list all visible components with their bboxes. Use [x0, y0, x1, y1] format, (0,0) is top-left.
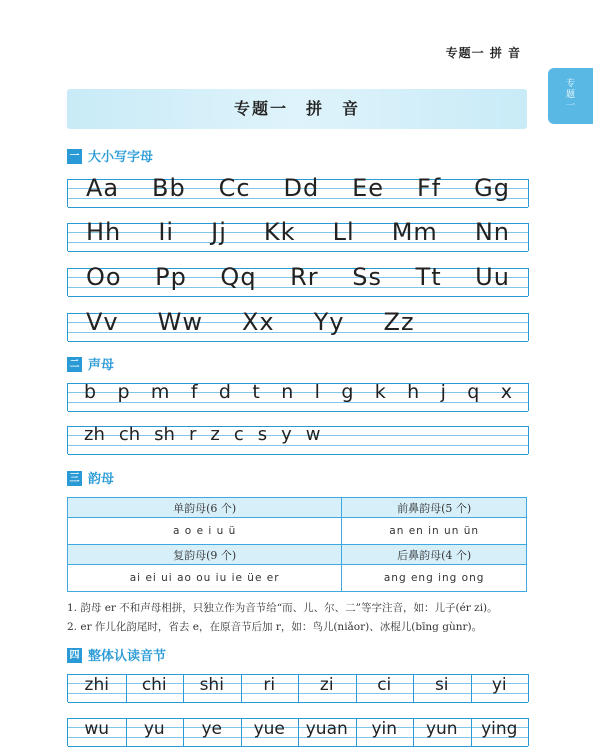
guide-line — [68, 296, 528, 297]
letter-pair: Ll — [332, 218, 355, 246]
syllable: ri — [263, 675, 276, 695]
writing-lines — [67, 718, 529, 746]
letter-pair: Ff — [416, 174, 442, 202]
section-number: 四 — [67, 648, 82, 663]
initial: k — [374, 381, 386, 403]
initial: c — [233, 424, 244, 445]
letter-pair: Aa — [86, 174, 120, 202]
initial: p — [117, 381, 130, 403]
letter-pair: Jj — [211, 218, 227, 246]
initial: zh — [84, 424, 105, 445]
note-2: 2. er 作儿化韵尾时，省去 e，在原音节后加 r，如：鸟儿(niǎor)、冰棍儿(bīng gùnr)。 — [67, 621, 483, 633]
syllable: zhi — [84, 675, 109, 695]
section-heading-finals — [67, 468, 114, 487]
section-title: 大小写字母 — [88, 150, 154, 165]
syllable: ye — [201, 719, 223, 739]
letter-pair: Uu — [475, 263, 510, 291]
writing-lines — [67, 308, 529, 341]
running-head: 专题一 拼 音 — [445, 46, 521, 60]
initial: s — [257, 424, 268, 445]
letter-pair: Gg — [474, 174, 510, 202]
writing-lines — [67, 426, 529, 454]
initial: z — [210, 424, 220, 445]
initial-row — [68, 383, 528, 404]
initial: d — [218, 381, 231, 403]
guide-line — [68, 702, 528, 703]
syllable: shi — [199, 675, 224, 695]
syllable: yi — [491, 675, 507, 695]
guide-line — [68, 251, 528, 252]
initial: l — [314, 381, 320, 403]
letter-pair: Ii — [158, 218, 175, 246]
initial: g — [341, 381, 354, 403]
letter-pair-row — [68, 308, 528, 336]
simple-finals-header: 单韵母(6 个) — [68, 498, 342, 518]
writing-lines — [67, 263, 529, 296]
simple-finals-cell: a o e i u ü — [68, 518, 342, 545]
section-title: 声母 — [88, 358, 115, 373]
initial: f — [190, 381, 198, 403]
letter-pair: Qq — [220, 263, 257, 291]
initial: h — [407, 381, 420, 403]
guide-line — [68, 411, 528, 412]
initial-row — [68, 426, 528, 447]
section-heading-whole-syllables — [67, 645, 166, 664]
letter-pair: Rr — [290, 263, 319, 291]
initial: w — [305, 424, 321, 445]
initial: sh — [154, 424, 175, 445]
letter-pair: Tt — [415, 263, 442, 291]
letter-pair-row — [68, 218, 528, 246]
letter-pair: Ww — [157, 308, 203, 336]
section-heading-initials — [67, 354, 114, 373]
initial: j — [440, 381, 446, 403]
syllable: si — [434, 675, 449, 695]
initial: b — [84, 381, 97, 403]
front-nasal-finals-cell: an en in un ün — [342, 518, 527, 545]
letter-pair: Yy — [313, 308, 345, 336]
syllable: ying — [481, 719, 518, 739]
initial: y — [281, 424, 292, 445]
letter-pair: Pp — [155, 263, 187, 291]
guide-line — [68, 207, 528, 208]
letter-pair: Mm — [391, 218, 438, 246]
letter-pair-row — [68, 263, 528, 291]
letter-pair: Dd — [283, 174, 320, 202]
initial: ch — [118, 424, 141, 445]
initial: x — [500, 381, 512, 403]
side-tab-char: 专 — [565, 79, 575, 89]
writing-lines — [67, 174, 529, 207]
letter-pair: Ss — [352, 263, 382, 291]
letter-pair: Hh — [86, 218, 122, 246]
front-nasal-finals-header: 前鼻韵母(5 个) — [342, 498, 527, 518]
syllable: yue — [253, 719, 285, 739]
syllable: yu — [143, 719, 165, 739]
guide-line — [68, 341, 528, 342]
letter-pair: Xx — [241, 308, 275, 336]
chapter-side-tab[interactable] — [548, 68, 593, 124]
letter-pair: Kk — [263, 218, 296, 246]
letter-pair: Bb — [152, 174, 186, 202]
initial: r — [188, 424, 197, 445]
compound-finals-header: 复韵母(9 个) — [68, 545, 342, 565]
initial: m — [150, 381, 170, 403]
syllable: yuan — [305, 719, 348, 739]
initial: n — [281, 381, 294, 403]
chapter-banner — [67, 89, 527, 129]
syllable-row — [68, 674, 528, 694]
syllable: wu — [84, 719, 110, 739]
syllable-row — [68, 718, 528, 738]
letter-pair: Cc — [218, 174, 251, 202]
letter-pair: Zz — [383, 308, 415, 336]
syllable: yun — [425, 719, 458, 739]
writing-lines — [67, 383, 529, 411]
initial: t — [252, 381, 260, 403]
compound-finals-cell: ai ei ui ao ou iu ie üe er — [68, 565, 342, 592]
syllable: zi — [319, 675, 334, 695]
back-nasal-finals-cell: ang eng ing ong — [342, 565, 527, 592]
syllable: chi — [141, 675, 167, 695]
section-heading-letters — [67, 146, 153, 165]
side-tab-char: 题 — [565, 90, 575, 100]
letter-pair: Nn — [474, 218, 510, 246]
letter-pair: Ee — [352, 174, 385, 202]
side-tab-char: 一 — [565, 101, 575, 111]
syllable: yin — [371, 719, 398, 739]
back-nasal-finals-header: 后鼻韵母(4 个) — [342, 545, 527, 565]
writing-lines — [67, 674, 529, 702]
section-number: 二 — [67, 357, 82, 372]
letter-pair-row — [68, 174, 528, 202]
finals-table — [67, 497, 527, 592]
guide-line — [68, 454, 528, 455]
chapter-title: 专题一 拼 音 — [233, 99, 360, 118]
section-number: 一 — [67, 149, 82, 164]
section-title: 韵母 — [88, 472, 115, 487]
syllable: ci — [377, 675, 392, 695]
writing-lines — [67, 218, 529, 251]
section-title: 整体认读音节 — [88, 649, 167, 664]
letter-pair: Vv — [86, 308, 119, 336]
letter-pair: Oo — [86, 263, 122, 291]
note-1: 1. 韵母 er 不和声母相拼，只独立作为音节给“而、儿、尔、二”等字注音，如：儿子(ér zi)。 — [67, 602, 498, 614]
section-number: 三 — [67, 471, 82, 486]
initial: q — [467, 381, 480, 403]
